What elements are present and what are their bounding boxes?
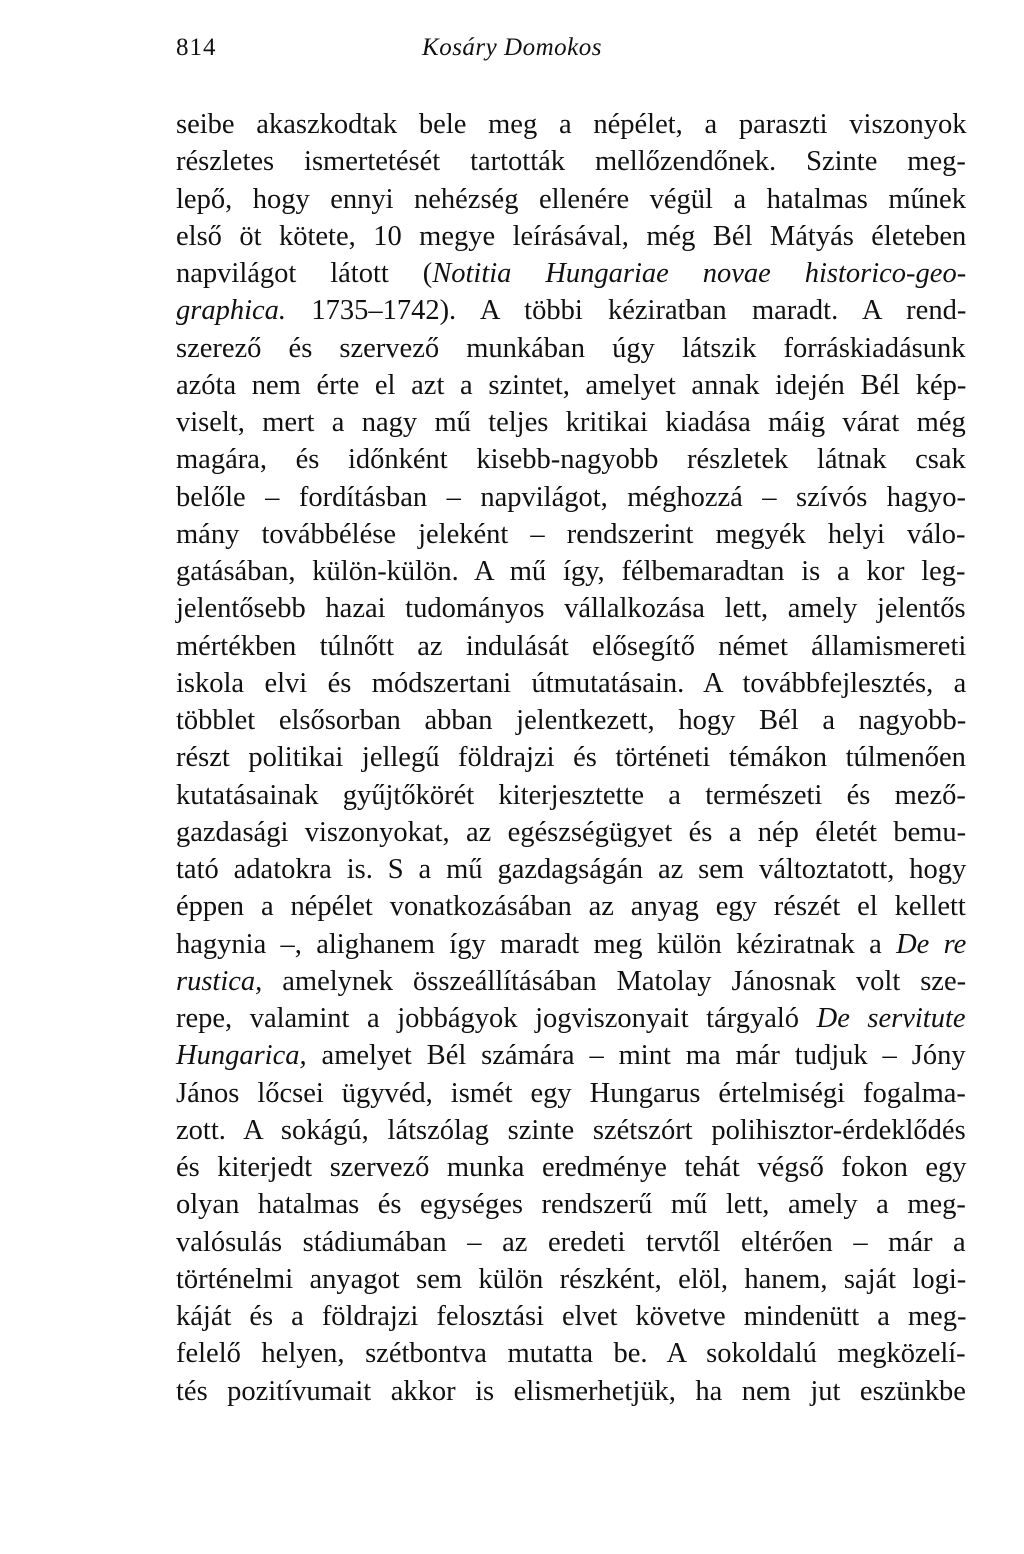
text-line: [176, 516, 966, 553]
text-run: káját és a földrajzi felosztási elvet követve mindenütt a meg-: [176, 1301, 967, 1332]
text-line: [176, 553, 966, 590]
text-run: részt politikai jellegű földrajzi és történeti témákon túlmenően: [176, 742, 966, 774]
text-line: [176, 106, 966, 143]
italic-title-text: graphica.: [176, 295, 287, 327]
text-run: gatásában, külön-külön. A mű így, félbemaradtan is a kor leg-: [176, 556, 966, 587]
text-line: [176, 851, 966, 888]
italic-title-text: Hungarica,: [176, 1040, 307, 1072]
text-run: történelmi anyagot sem külön részként, elöl, hanem, saját logi-: [176, 1263, 967, 1295]
text-run: amelyet Bél számára – mint ma már tudjuk – Jóny: [306, 1040, 966, 1072]
text-line: [176, 888, 966, 925]
text-line: [176, 814, 966, 851]
text-run: lepő, hogy ennyi nehézség ellenére végül a hatalmas műnek: [176, 183, 966, 215]
italic-title-text: De re: [896, 928, 967, 960]
text-line: [176, 590, 966, 627]
text-run: azóta nem érte el azt a szintet, amelyet annak idején Bél kép-: [176, 369, 967, 401]
text-run: 1735–1742). A többi kéziratban maradt. A rend-: [286, 295, 967, 327]
text-run: mány továbbélése jeleként – rendszerint megyék helyi válo-: [176, 518, 966, 550]
text-run: jelentősebb hazai tudományos vállalkozása lett, amely jelentős: [176, 593, 966, 625]
text-line: [176, 181, 966, 218]
text-run: iskola elvi és módszertani útmutatásain. A továbbfejlesztés, a: [176, 667, 967, 699]
text-line: [176, 739, 966, 776]
text-run: éppen a népélet vonatkozásában az anyag egy részét el kellett: [176, 891, 966, 923]
text-run: zott. A sokágú, látszólag szinte szétszórt polihisztor-érdeklődés: [176, 1114, 966, 1146]
text-run: János lőcsei ügyvéd, ismét egy Hungarus értelmiségi fogalma-: [176, 1077, 966, 1109]
text-line: [176, 1261, 966, 1298]
running-head-author: Kosáry Domokos: [422, 34, 602, 61]
text-run: tató adatokra is. S a mű gazdagságán az sem változtatott, hogy: [176, 854, 967, 885]
text-line: [176, 963, 966, 1000]
text-line: [176, 1224, 966, 1261]
text-line: [176, 702, 966, 739]
text-run: repe, valamint a jobbágyok jogviszonyait tárgyaló: [176, 1003, 817, 1034]
text-run: gazdasági viszonyokat, az egészségügyet és a nép életét bemu-: [176, 816, 967, 848]
italic-title-text: Notitia Hungariae novae historico-geo-: [432, 258, 967, 289]
text-run: seibe akaszkodtak bele meg a népélet, a paraszti viszonyok: [176, 109, 967, 140]
text-run: felelő helyen, szétbontva mutatta be. A sokoldalú megközelí-: [176, 1338, 966, 1370]
text-line: [176, 479, 966, 516]
text-line: [176, 218, 966, 255]
text-line: [176, 777, 966, 814]
text-run: többlet elsősorban abban jelentkezett, hogy Bél a nagyobb-: [176, 705, 967, 736]
text-line: [176, 1037, 966, 1074]
text-run: szerező és szervező munkában úgy látszik forráskiadásunk: [176, 332, 966, 364]
text-line: [176, 404, 966, 441]
text-line: [176, 1075, 966, 1112]
text-line: [176, 628, 966, 665]
text-run: valósulás stádiumában – az eredeti tervtől eltérően – már a: [176, 1226, 966, 1258]
text-line: [176, 330, 966, 367]
text-line: [176, 367, 966, 404]
text-line: [176, 665, 966, 702]
text-line: [176, 1186, 966, 1223]
text-line: [176, 926, 966, 963]
text-line: [176, 441, 966, 478]
text-line: [176, 1298, 966, 1335]
text-line: [176, 292, 966, 329]
text-run: hagynia –, alighanem így maradt meg külön kéziratnak a: [176, 928, 897, 960]
text-line: [176, 1373, 966, 1410]
text-line: [176, 143, 966, 180]
text-line: [176, 1335, 966, 1372]
text-line: [176, 255, 966, 292]
text-run: olyan hatalmas és egységes rendszerű mű lett, amely a meg-: [176, 1189, 966, 1221]
text-line: [176, 1149, 966, 1186]
text-line: [176, 1112, 966, 1149]
text-run: amelynek összeállításában Matolay Jánosnak volt sze-: [262, 965, 967, 997]
text-run: viselt, mert a nagy mű teljes kritikai kiadása máig várat még: [176, 407, 966, 438]
text-line: [176, 1000, 966, 1037]
text-run: első öt kötete, 10 megye leírásával, még Bél Mátyás életeben: [176, 220, 967, 252]
text-run: és kiterjedt szervező munka eredménye tehát végső fokon egy: [176, 1152, 967, 1183]
text-run: tés pozitívumait akkor is elismerhetjük, ha nem jut eszünkbe: [176, 1375, 966, 1407]
page-number: 814: [176, 34, 217, 61]
text-run: részletes ismertetését tartották mellőzendőnek. Szinte meg-: [176, 146, 966, 178]
italic-title-text: rustica,: [176, 965, 263, 997]
text-run: mértékben túlnőtt az indulását elősegítő német államismereti: [176, 630, 967, 662]
italic-title-text: De servitute: [816, 1003, 966, 1034]
text-run: magára, és időnként kisebb-nagyobb részletek látnak csak: [176, 444, 966, 476]
text-run: kutatásainak gyűjtőkörét kiterjesztette a természeti és mező-: [176, 779, 966, 811]
text-run: napvilágot látott (: [176, 258, 433, 289]
body-paragraph: [176, 106, 966, 1410]
text-run: belőle – fordításban – napvilágot, méghozzá – szívós hagyo-: [176, 481, 966, 513]
